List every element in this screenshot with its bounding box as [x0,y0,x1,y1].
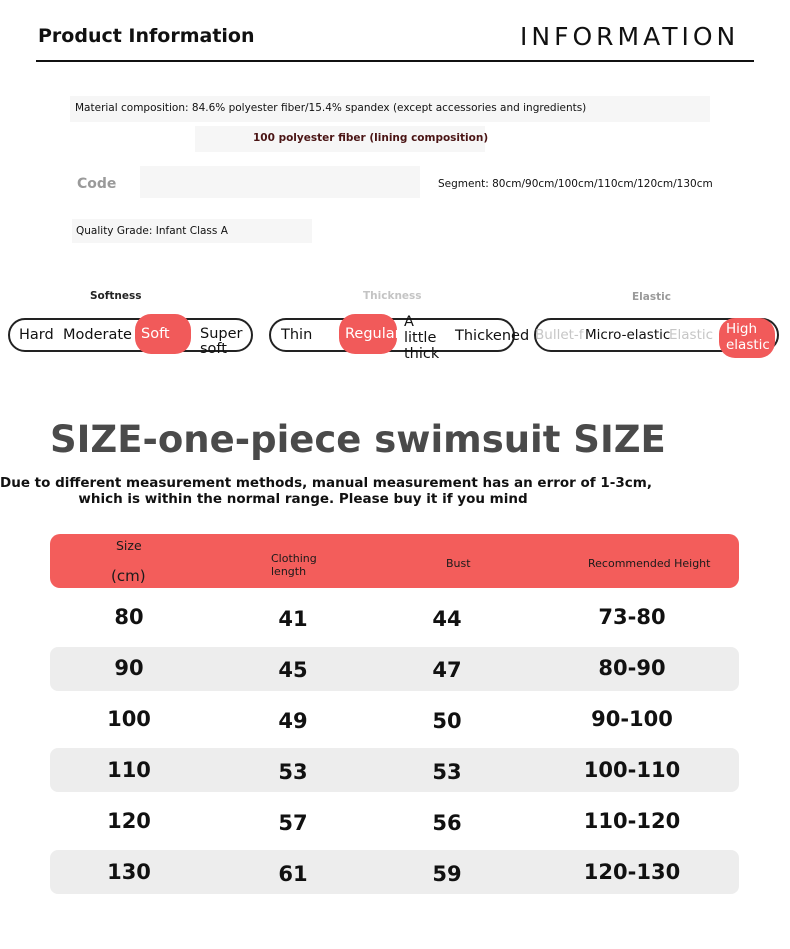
size-segment: Segment: 80cm/90cm/100cm/110cm/120cm/130cm [438,178,713,190]
code-shade [140,166,420,198]
cell-length: 61 [278,862,308,886]
thickness-label: Thickness [363,290,422,302]
elastic-option-bullet-free: Bullet-f [535,327,584,343]
header-divider [36,60,754,62]
softness-option-super-soft: Super soft [200,326,243,357]
cell-height: 100-110 [583,758,681,782]
size-chart-title: SIZE-one-piece swimsuit SIZE [50,418,666,461]
thickness-option-thickened: Thickened [455,328,530,344]
thickness-option-regular: Regular [345,326,401,342]
cell-length: 53 [278,760,308,784]
cell-height: 73-80 [598,605,666,629]
elastic-label: Elastic [632,291,671,303]
cell-size: 100 [107,707,151,731]
cell-size: 130 [107,860,151,884]
softness-option-hard: Hard [19,327,54,343]
column-clothing-length-line1: Clothing [271,552,317,565]
cell-bust: 44 [432,607,462,631]
thickness-option-a-little-thick: A little thick [404,314,440,362]
cell-bust: 50 [432,709,462,733]
column-size: Size [116,538,142,553]
cell-length: 41 [278,607,308,631]
elastic-option-micro-elastic: Micro-elastic [585,327,671,343]
information-heading: INFORMATION [520,22,740,51]
cell-bust: 56 [432,811,462,835]
elastic-option-elastic: Elastic [669,327,714,343]
cell-length: 57 [278,811,308,835]
cell-height: 120-130 [583,860,681,884]
cell-size: 90 [114,656,144,680]
column-size-unit: (cm) [111,567,146,585]
column-clothing-length-line2: length [271,565,307,578]
thickness-option-thin: Thin [281,327,313,343]
column-recommended-height: Recommended Height [588,557,711,570]
elastic-option-high-elastic: High elastic [726,321,770,353]
cell-bust: 47 [432,658,462,682]
measurement-note-line1: Due to different measurement methods, manual measurement has an error of 1-3cm, [0,475,652,491]
cell-size: 120 [107,809,151,833]
softness-option-moderate: Moderate [63,327,132,343]
measurement-note-line2: which is within the normal range. Please buy it if you mind [78,491,528,507]
code-label: Code [77,176,117,192]
product-information-title: Product Information [38,25,255,47]
cell-height: 90-100 [591,707,673,731]
quality-grade: Quality Grade: Infant Class A [76,225,228,237]
cell-length: 45 [278,658,308,682]
softness-label: Softness [90,290,142,302]
material-composition: Material composition: 84.6% polyester fiber/15.4% spandex (except accessories and ingredients) [75,102,587,114]
lining-composition: 100 polyester fiber (lining composition) [253,132,489,144]
cell-height: 80-90 [598,656,666,680]
softness-option-soft: Soft [141,326,170,342]
cell-bust: 53 [432,760,462,784]
cell-bust: 59 [432,862,462,886]
cell-height: 110-120 [583,809,681,833]
cell-length: 49 [278,709,308,733]
cell-size: 80 [114,605,144,629]
cell-size: 110 [107,758,151,782]
column-bust: Bust [446,557,471,570]
